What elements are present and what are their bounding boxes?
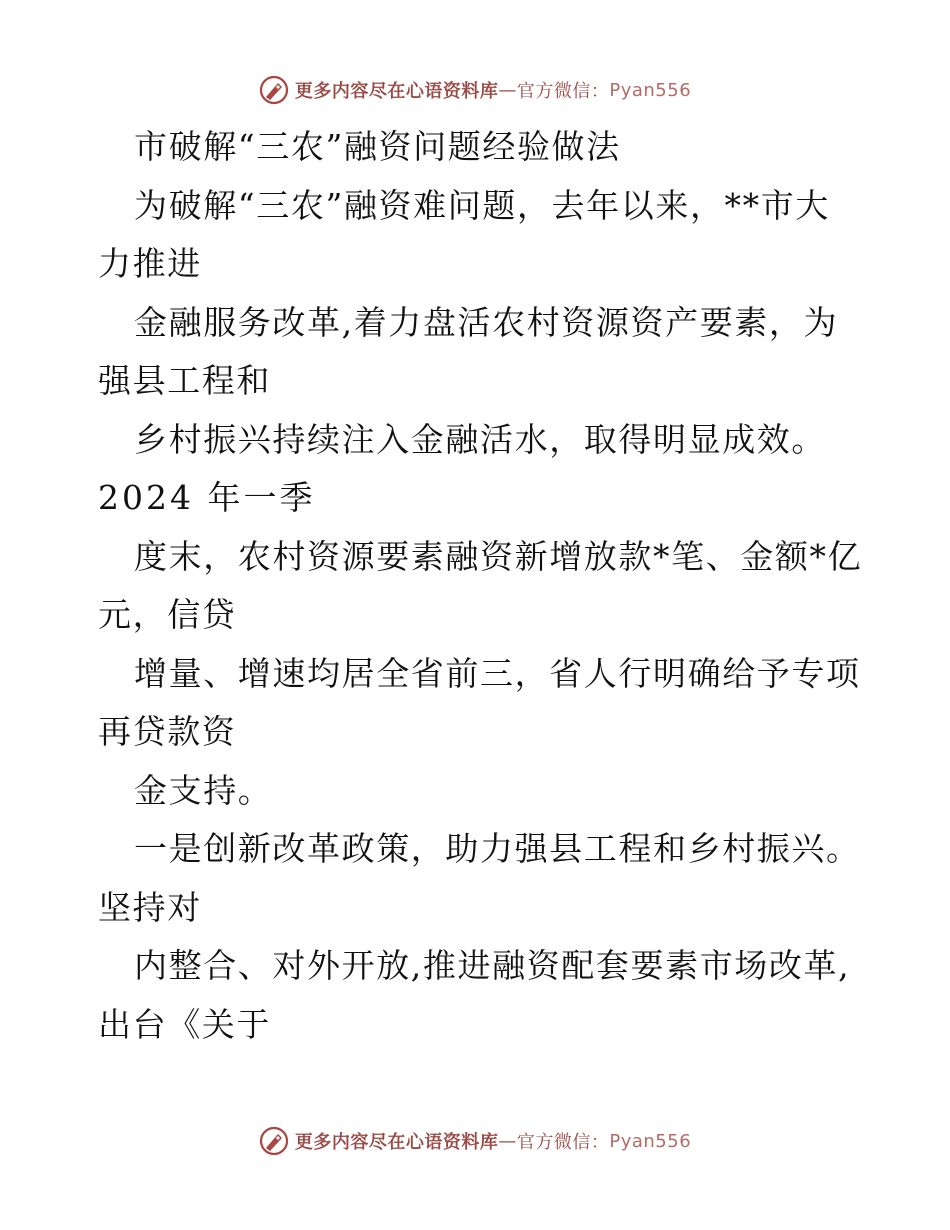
paragraph-line: 金融服务改革,着力盘活农村资源资产要素，为	[134, 302, 839, 342]
footer-banner	[0, 1121, 950, 1161]
paragraph-line: 度末，农村资源要素融资新增放款*笔、金额*亿	[134, 536, 863, 576]
paragraph-line: 力推进	[98, 244, 202, 283]
footer-banner-sep: —	[498, 1130, 517, 1152]
header-banner-sep: —	[498, 79, 517, 101]
header-banner-id: Pyan556	[609, 79, 692, 101]
paragraph-line: 坚持对	[98, 887, 202, 927]
paragraph-line: 强县工程和	[98, 361, 271, 400]
document-body	[98, 118, 863, 1054]
header-banner-main: 更多内容尽在心语资料库	[294, 81, 499, 102]
paragraph-line: 2024 年一季	[98, 478, 316, 517]
paragraph-line: 出台《关于	[98, 1004, 271, 1044]
pen-nib-circle-icon	[259, 1126, 289, 1156]
paragraph-line: 金支持。	[134, 770, 273, 810]
header-banner-sub: 官方微信：	[516, 81, 610, 102]
footer-banner-id: Pyan556	[609, 1130, 692, 1152]
pen-nib-circle-icon	[259, 75, 289, 105]
paragraph-line: 一是创新改革政策，助力强县工程和乡村振兴。	[134, 829, 861, 868]
header-banner	[0, 70, 950, 110]
paragraph-line: 再贷款资	[98, 712, 237, 751]
paragraph-line: 为破解“三农”融资难问题，去年以来，**市大	[134, 185, 830, 225]
footer-banner-sub: 官方微信：	[516, 1132, 610, 1153]
doc-title-line: 市破解“三农”融资问题经验做法	[134, 127, 621, 166]
paragraph-line: 乡村振兴持续注入金融活水，取得明显成效。	[134, 419, 826, 459]
paragraph-line: 内整合、对外开放,推进融资配套要素市场改革,	[134, 946, 851, 985]
paragraph-line: 增量、增速均居全省前三，省人行明确给予专项	[134, 653, 861, 693]
paragraph-line: 元，信贷	[98, 595, 237, 634]
footer-banner-main: 更多内容尽在心语资料库	[294, 1132, 499, 1153]
